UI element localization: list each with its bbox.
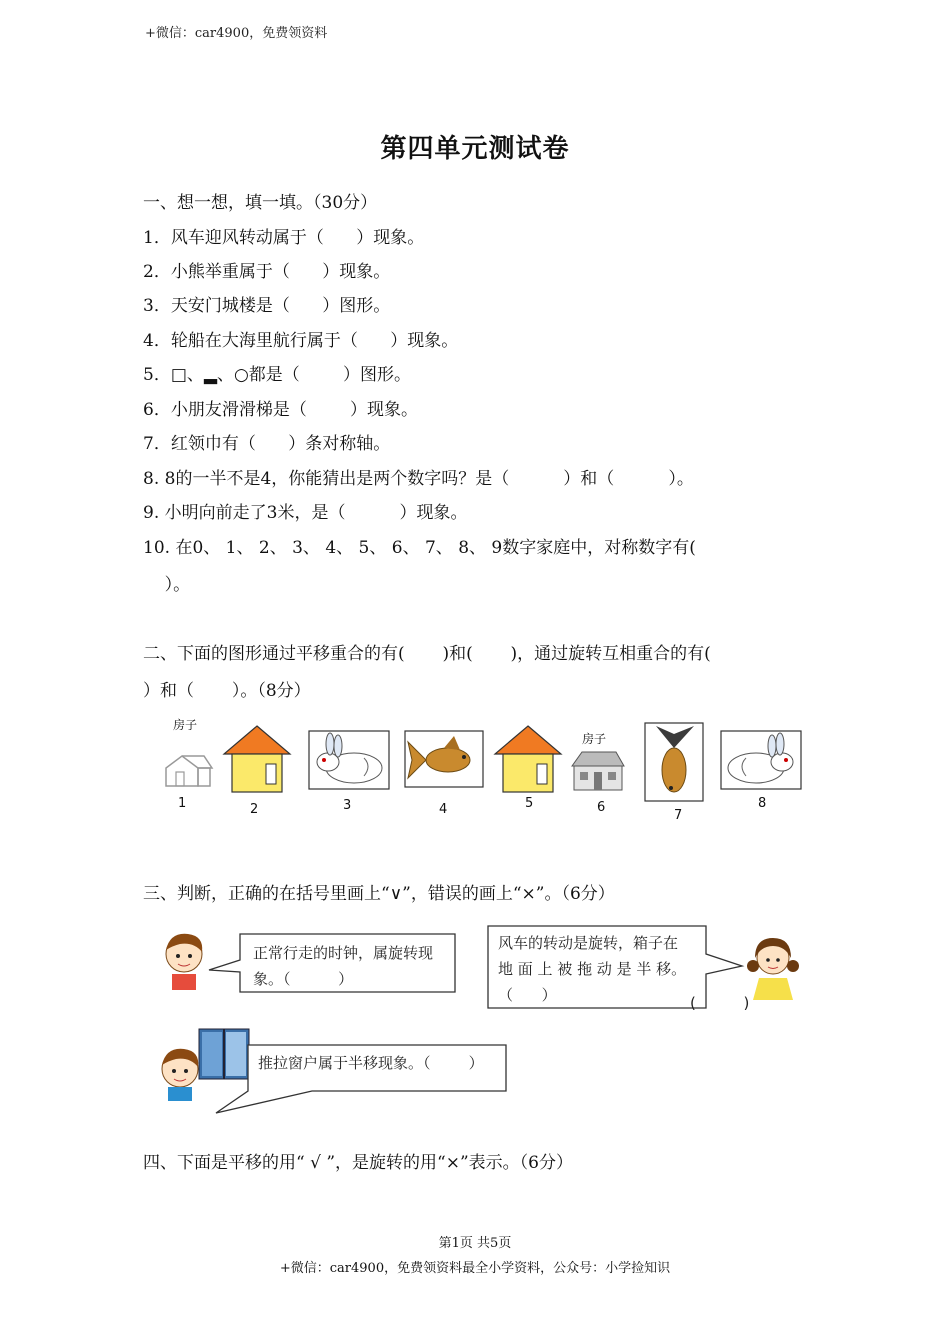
girl-avatar-icon — [745, 932, 801, 1002]
figure-house-color-5 — [493, 724, 563, 794]
figure-fish-4 — [404, 730, 484, 788]
figure-rabbit-3 — [308, 730, 390, 790]
figure-number-6: 6 — [597, 800, 606, 815]
header-watermark: +微信：car4900，免费领资料 — [145, 26, 328, 41]
figure-label-house-2: 房子 — [582, 732, 607, 746]
section1-heading: 一、想一想，填一填。（30分） — [143, 193, 378, 213]
question-4: 4．轮船在大海里航行属于（ ）现象。 — [143, 331, 459, 351]
section2-line1: 二、下面的图形通过平移重合的有( )和( )，通过旋转互相重合的有( — [143, 644, 711, 664]
question-9: 9. 小明向前走了3米，是（ ）现象。 — [143, 503, 468, 523]
figure-number-3: 3 — [343, 798, 352, 813]
figure-number-8: 8 — [758, 796, 767, 811]
figure-house-grey-6 — [568, 726, 628, 796]
figure-fish-7 — [644, 722, 704, 802]
figure-label-house: 房子 — [173, 718, 198, 732]
bubble2-extra-paren: ( ) — [690, 994, 750, 1012]
bubble2-text: 风车的转动是旋转，箱子在 地 面 上 被 拖 动 是 半 移。 （ ） — [498, 934, 687, 1004]
figure-number-2: 2 — [250, 802, 259, 817]
footer-watermark: +微信：car4900，免费领资料最全小学资料，公众号：小学捡知识 — [279, 1261, 671, 1276]
bubble3-text: 推拉窗户属于半移现象。（ ） — [258, 1054, 484, 1072]
section3-heading: 三、判断，正确的在括号里画上“∨”，错误的画上“×”。（6分） — [143, 884, 615, 904]
figure-number-1: 1 — [178, 796, 187, 811]
bubble1-text: 正常行走的时钟，属旋转现 象。（ ） — [253, 944, 434, 988]
question-10-cont: ）。 — [143, 575, 191, 595]
page-number: 第1页 共5页 — [438, 1236, 512, 1251]
figure-house-color-2 — [222, 724, 292, 794]
question-5: 5．□、▂、○都是（ ）图形。 — [143, 365, 412, 385]
question-10: 10. 在0、 1、 2、 3、 4、 5、 6、 7、 8、 9数字家庭中，对称数字有( — [143, 538, 696, 558]
question-8: 8. 8的一半不是4，你能猜出是两个数字吗？是（ ）和（ ）。 — [143, 469, 694, 489]
question-1: 1．风车迎风转动属于（ ）现象。 — [143, 228, 425, 248]
figure-number-7: 7 — [674, 808, 683, 823]
question-2: 2．小熊举重属于（ ）现象。 — [143, 262, 391, 282]
question-7: 7．红领巾有（ ）条对称轴。 — [143, 434, 391, 454]
section4-heading: 四、下面是平移的用“ √ ”，是旋转的用“×”表示。（6分） — [143, 1153, 573, 1173]
question-6: 6．小朋友滑滑梯是（ ）现象。 — [143, 400, 419, 420]
figure-house-outline — [160, 718, 215, 798]
question-3: 3．天安门城楼是（ ）图形。 — [143, 296, 391, 316]
shape-figure-row — [160, 718, 800, 828]
page-title: 第四单元测试卷 — [380, 134, 570, 164]
figure-rabbit-8 — [720, 730, 802, 790]
figure-number-5: 5 — [525, 796, 534, 811]
figure-number-4: 4 — [439, 802, 448, 817]
section2-line2: ）和（ ）。（8分） — [143, 681, 311, 701]
